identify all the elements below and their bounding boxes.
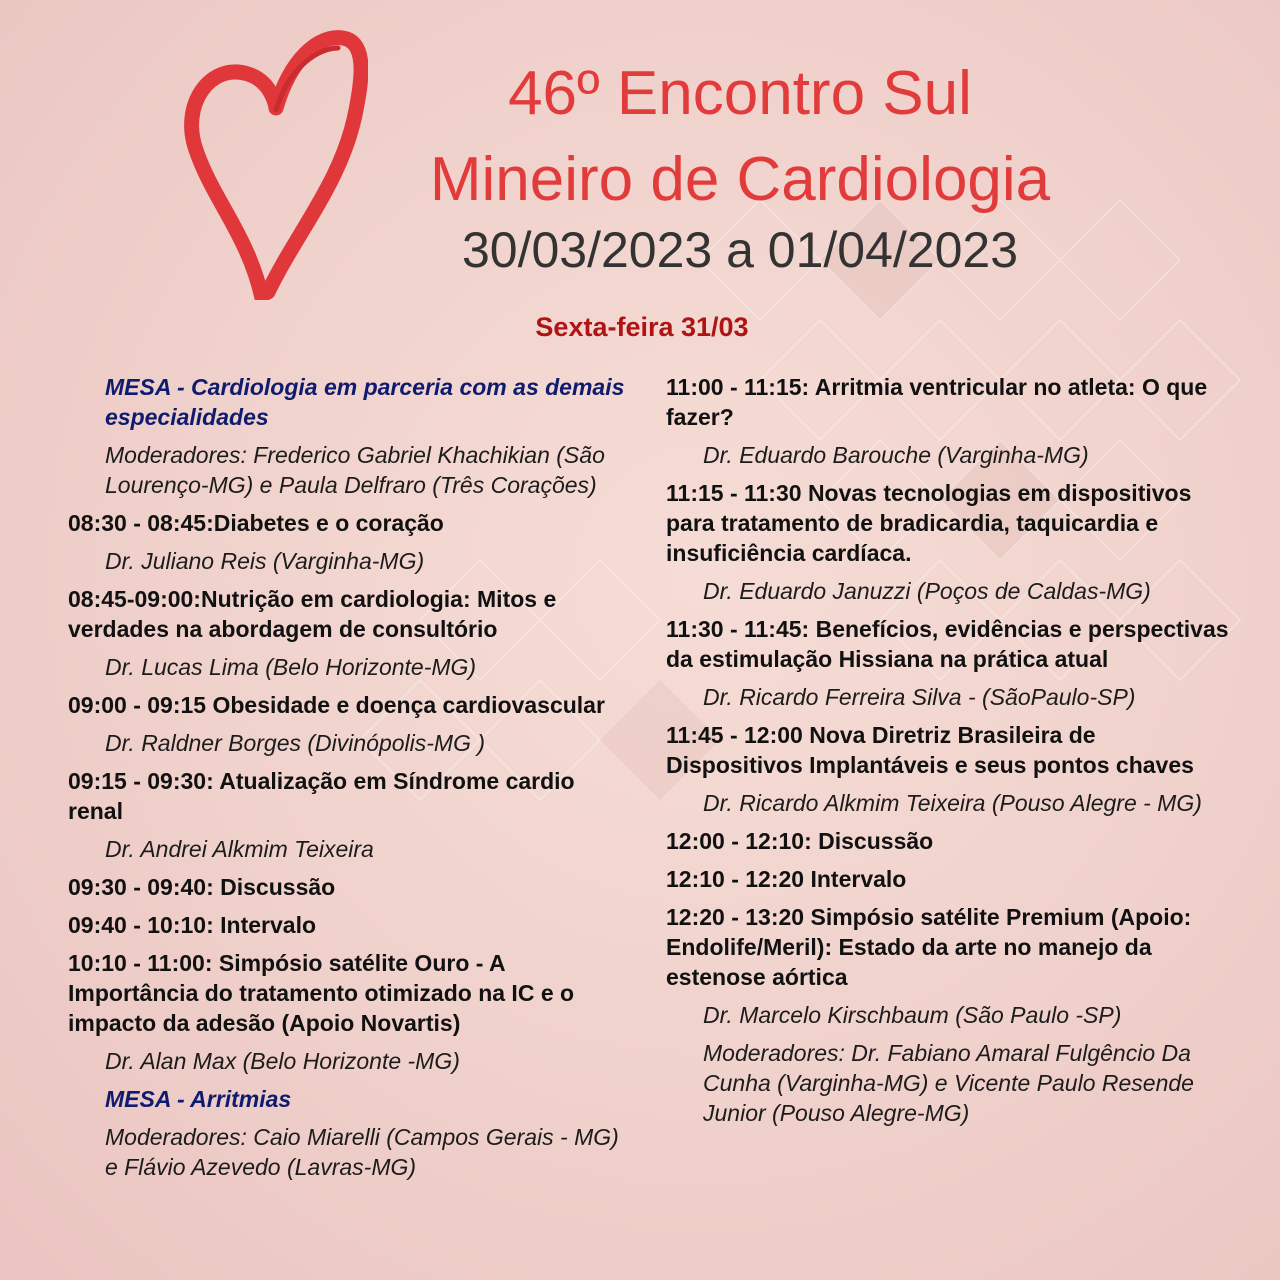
session-title: MESA - Arritmias xyxy=(105,1086,292,1112)
talk-item: 08:45-09:00:Nutrição em cardiologia: Mitos e verdades na abordagem de consultório xyxy=(68,586,557,642)
talk-item: 09:40 - 10:10: Intervalo xyxy=(68,912,317,938)
day-heading: Sexta-feira 31/03 xyxy=(535,312,749,342)
session-title: MESA - Cardiologia em parceria com as demais especialidades xyxy=(105,374,625,430)
speaker: Dr. Ricardo Alkmim Teixeira (Pouso Alegre - MG) xyxy=(703,790,1202,816)
speaker: Dr. Marcelo Kirschbaum (São Paulo -SP) xyxy=(703,1002,1122,1028)
talk-item: 12:20 - 13:20 Simpósio satélite Premium (Apoio: Endolife/Meril): Estado da arte no manejo da estenose aórtica xyxy=(666,904,1192,990)
talk-item: 11:45 - 12:00 Nova Diretriz Brasileira de Dispositivos Implantáveis e seus pontos chaves xyxy=(666,722,1194,778)
moderators: Moderadores: Dr. Fabiano Amaral Fulgêncio Da Cunha (Varginha-MG) e Vicente Paulo Resende Junior (Pouso Alegre-MG) xyxy=(703,1040,1194,1126)
moderators: Moderadores: Frederico Gabriel Khachikian (São Lourenço-MG) e Paula Delfraro (Três Corações) xyxy=(105,442,605,498)
speaker: Dr. Eduardo Januzzi (Poços de Caldas-MG) xyxy=(703,578,1151,604)
talk-item: 08:30 - 08:45:Diabetes e o coração xyxy=(68,510,444,536)
speaker: Dr. Ricardo Ferreira Silva - (SãoPaulo-SP) xyxy=(703,684,1136,710)
moderators: Moderadores: Caio Miarelli (Campos Gerais - MG) e Flávio Azevedo (Lavras-MG) xyxy=(105,1124,619,1180)
event-title-line2: Mineiro de Cardiologia xyxy=(429,145,1051,214)
talk-item: 11:15 - 11:30 Novas tecnologias em dispositivos para tratamento de bradicardia, taquicardia e insuficiência cardíaca. xyxy=(666,480,1192,566)
speaker: Dr. Andrei Alkmim Teixeira xyxy=(105,836,374,862)
schedule-right-column xyxy=(666,372,1236,1136)
speaker: Dr. Juliano Reis (Varginha-MG) xyxy=(105,548,425,574)
talk-item: 09:00 - 09:15 Obesidade e doença cardiovascular xyxy=(68,692,605,718)
speaker: Dr. Eduardo Barouche (Varginha-MG) xyxy=(703,442,1089,468)
talk-item: 09:15 - 09:30: Atualização em Síndrome cardio renal xyxy=(68,768,575,824)
talk-item: 10:10 - 11:00: Simpósio satélite Ouro - A Importância do tratamento otimizado na IC e o impacto da adesão (Apoio Novartis) xyxy=(68,950,575,1036)
talk-item: 12:10 - 12:20 Intervalo xyxy=(666,866,907,892)
speaker: Dr. Raldner Borges (Divinópolis-MG ) xyxy=(105,730,486,756)
speaker: Dr. Alan Max (Belo Horizonte -MG) xyxy=(105,1048,460,1074)
event-dates: 30/03/2023 a 01/04/2023 xyxy=(461,222,1019,278)
talk-item: 12:00 - 12:10: Discussão xyxy=(666,828,934,854)
talk-item: 11:00 - 11:15: Arritmia ventricular no atleta: O que fazer? xyxy=(666,374,1208,430)
speaker: Dr. Lucas Lima (Belo Horizonte-MG) xyxy=(105,654,477,680)
event-title-line1: 46º Encontro Sul xyxy=(508,59,972,128)
talk-item: 09:30 - 09:40: Discussão xyxy=(68,874,336,900)
schedule-left-column xyxy=(68,372,628,1190)
talk-item: 11:30 - 11:45: Benefícios, evidências e perspectivas da estimulação Hissiana na prática atual xyxy=(666,616,1229,672)
